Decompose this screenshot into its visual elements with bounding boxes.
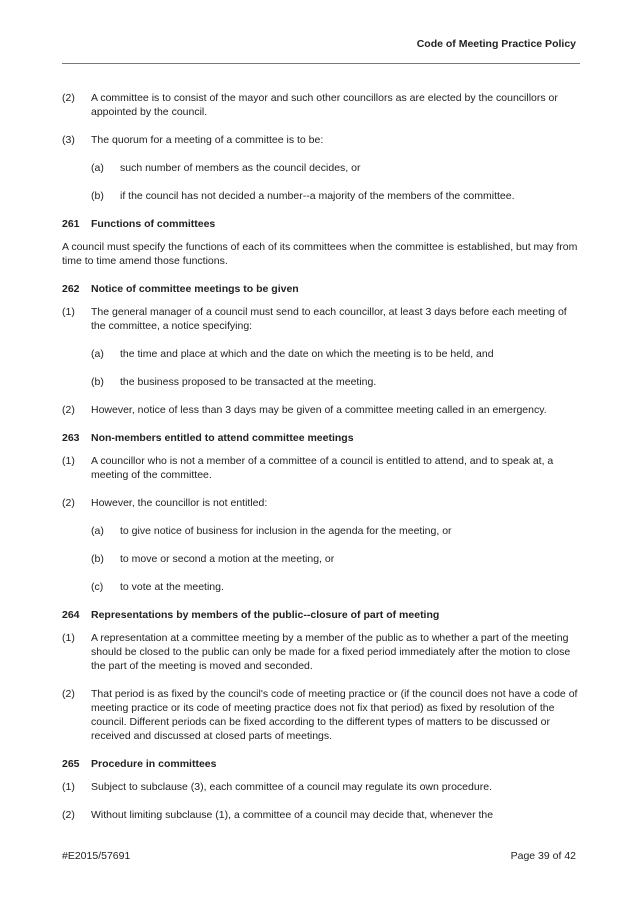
section-title: Functions of committees bbox=[91, 218, 216, 230]
section-title: Notice of committee meetings to be given bbox=[91, 283, 299, 295]
clause-number: (b) bbox=[91, 376, 104, 388]
section-title: Representations by members of the public--closure of part of meeting bbox=[91, 609, 440, 621]
clause-text: the time and place at which and the date on which the meeting is to be held, and bbox=[120, 348, 494, 360]
section-heading bbox=[62, 217, 582, 231]
clause bbox=[62, 91, 582, 119]
section-title: Non-members entitled to attend committee meetings bbox=[91, 432, 354, 444]
clause-text: the business proposed to be transacted at the meeting. bbox=[120, 376, 377, 388]
clause-number: (3) bbox=[62, 134, 75, 146]
subclause bbox=[62, 161, 582, 175]
clause bbox=[62, 780, 582, 794]
clause bbox=[62, 687, 582, 743]
clause bbox=[62, 631, 582, 673]
clause-number: (a) bbox=[91, 348, 104, 360]
clause-text: Without limiting subclause (1), a committee of a council may decide that, whenever the bbox=[91, 809, 494, 821]
clause-text: The quorum for a meeting of a committee is to be: bbox=[91, 134, 324, 146]
clause bbox=[62, 808, 582, 822]
clause-number: (2) bbox=[62, 497, 75, 509]
document-body bbox=[62, 91, 582, 836]
section-number: 265 bbox=[62, 758, 80, 770]
clause-number: (b) bbox=[91, 553, 104, 565]
clause-number: (b) bbox=[91, 190, 104, 202]
clause-text: A representation at a committee meeting by a member of the public as to whether a part of the meeting should be closed to the public can only be made for a fixed period immediately after the motion to close the part of the meeting is moved and seconded. bbox=[91, 632, 571, 672]
section-number: 261 bbox=[62, 218, 80, 230]
subclause bbox=[62, 524, 582, 538]
clause bbox=[62, 496, 582, 510]
clause-number: (1) bbox=[62, 781, 75, 793]
section-heading bbox=[62, 282, 582, 296]
paragraph: A council must specify the functions of each of its committees when the committee is established, but may from time to time amend those functions. bbox=[62, 241, 578, 267]
clause bbox=[62, 305, 582, 333]
subclause bbox=[62, 189, 582, 203]
clause-text: That period is as fixed by the council's code of meeting practice or (if the council does not have a code of meeting practice or its code of meeting practice does not fix that period) as fixed by resolution of the council. Different periods can be fixed according to the different types of matters to be discussed or received and discussed at closed parts of meetings. bbox=[91, 688, 578, 742]
clause-text: However, notice of less than 3 days may be given of a committee meeting called in an emergency. bbox=[91, 404, 547, 416]
clause-text: to give notice of business for inclusion in the agenda for the meeting, or bbox=[120, 525, 452, 537]
clause-text: The general manager of a council must send to each councillor, at least 3 days before each meeting of the committee, a notice specifying: bbox=[91, 306, 567, 332]
document-id: #E2015/57691 bbox=[62, 850, 131, 862]
clause-number: (1) bbox=[62, 455, 75, 467]
clause bbox=[62, 454, 582, 482]
subclause bbox=[62, 552, 582, 566]
section-number: 264 bbox=[62, 609, 80, 621]
page-header-title: Code of Meeting Practice Policy bbox=[416, 38, 576, 50]
section-number: 263 bbox=[62, 432, 80, 444]
clause-number: (2) bbox=[62, 688, 75, 700]
page-number: Page 39 of 42 bbox=[510, 850, 576, 862]
clause bbox=[62, 133, 582, 147]
clause-number: (2) bbox=[62, 92, 75, 104]
header-divider bbox=[62, 63, 580, 64]
subclause bbox=[62, 375, 582, 389]
clause-text: to vote at the meeting. bbox=[120, 581, 224, 593]
subclause bbox=[62, 580, 582, 594]
clause bbox=[62, 403, 582, 417]
clause-number: (1) bbox=[62, 632, 75, 644]
clause-text: to move or second a motion at the meeting, or bbox=[120, 553, 335, 565]
section-heading bbox=[62, 757, 582, 771]
clause-number: (a) bbox=[91, 525, 104, 537]
clause-number: (1) bbox=[62, 306, 75, 318]
clause-number: (a) bbox=[91, 162, 104, 174]
clause-text: A committee is to consist of the mayor and such other councillors as are elected by the councillors or appointed by the council. bbox=[91, 92, 558, 118]
clause-text: if the council has not decided a number--a majority of the members of the committee. bbox=[120, 190, 515, 202]
clause-number: (2) bbox=[62, 809, 75, 821]
section-number: 262 bbox=[62, 283, 80, 295]
section-title: Procedure in committees bbox=[91, 758, 217, 770]
clause-text: However, the councillor is not entitled: bbox=[91, 497, 268, 509]
clause-text: Subject to subclause (3), each committee of a council may regulate its own procedure. bbox=[91, 781, 492, 793]
clause-number: (c) bbox=[91, 581, 104, 593]
section-heading bbox=[62, 431, 582, 445]
section-heading bbox=[62, 608, 582, 622]
clause-text: A councillor who is not a member of a committee of a council is entitled to attend, and to speak at, a meeting of the committee. bbox=[91, 455, 554, 481]
clause-number: (2) bbox=[62, 404, 75, 416]
subclause bbox=[62, 347, 582, 361]
clause-text: such number of members as the council decides, or bbox=[120, 162, 361, 174]
